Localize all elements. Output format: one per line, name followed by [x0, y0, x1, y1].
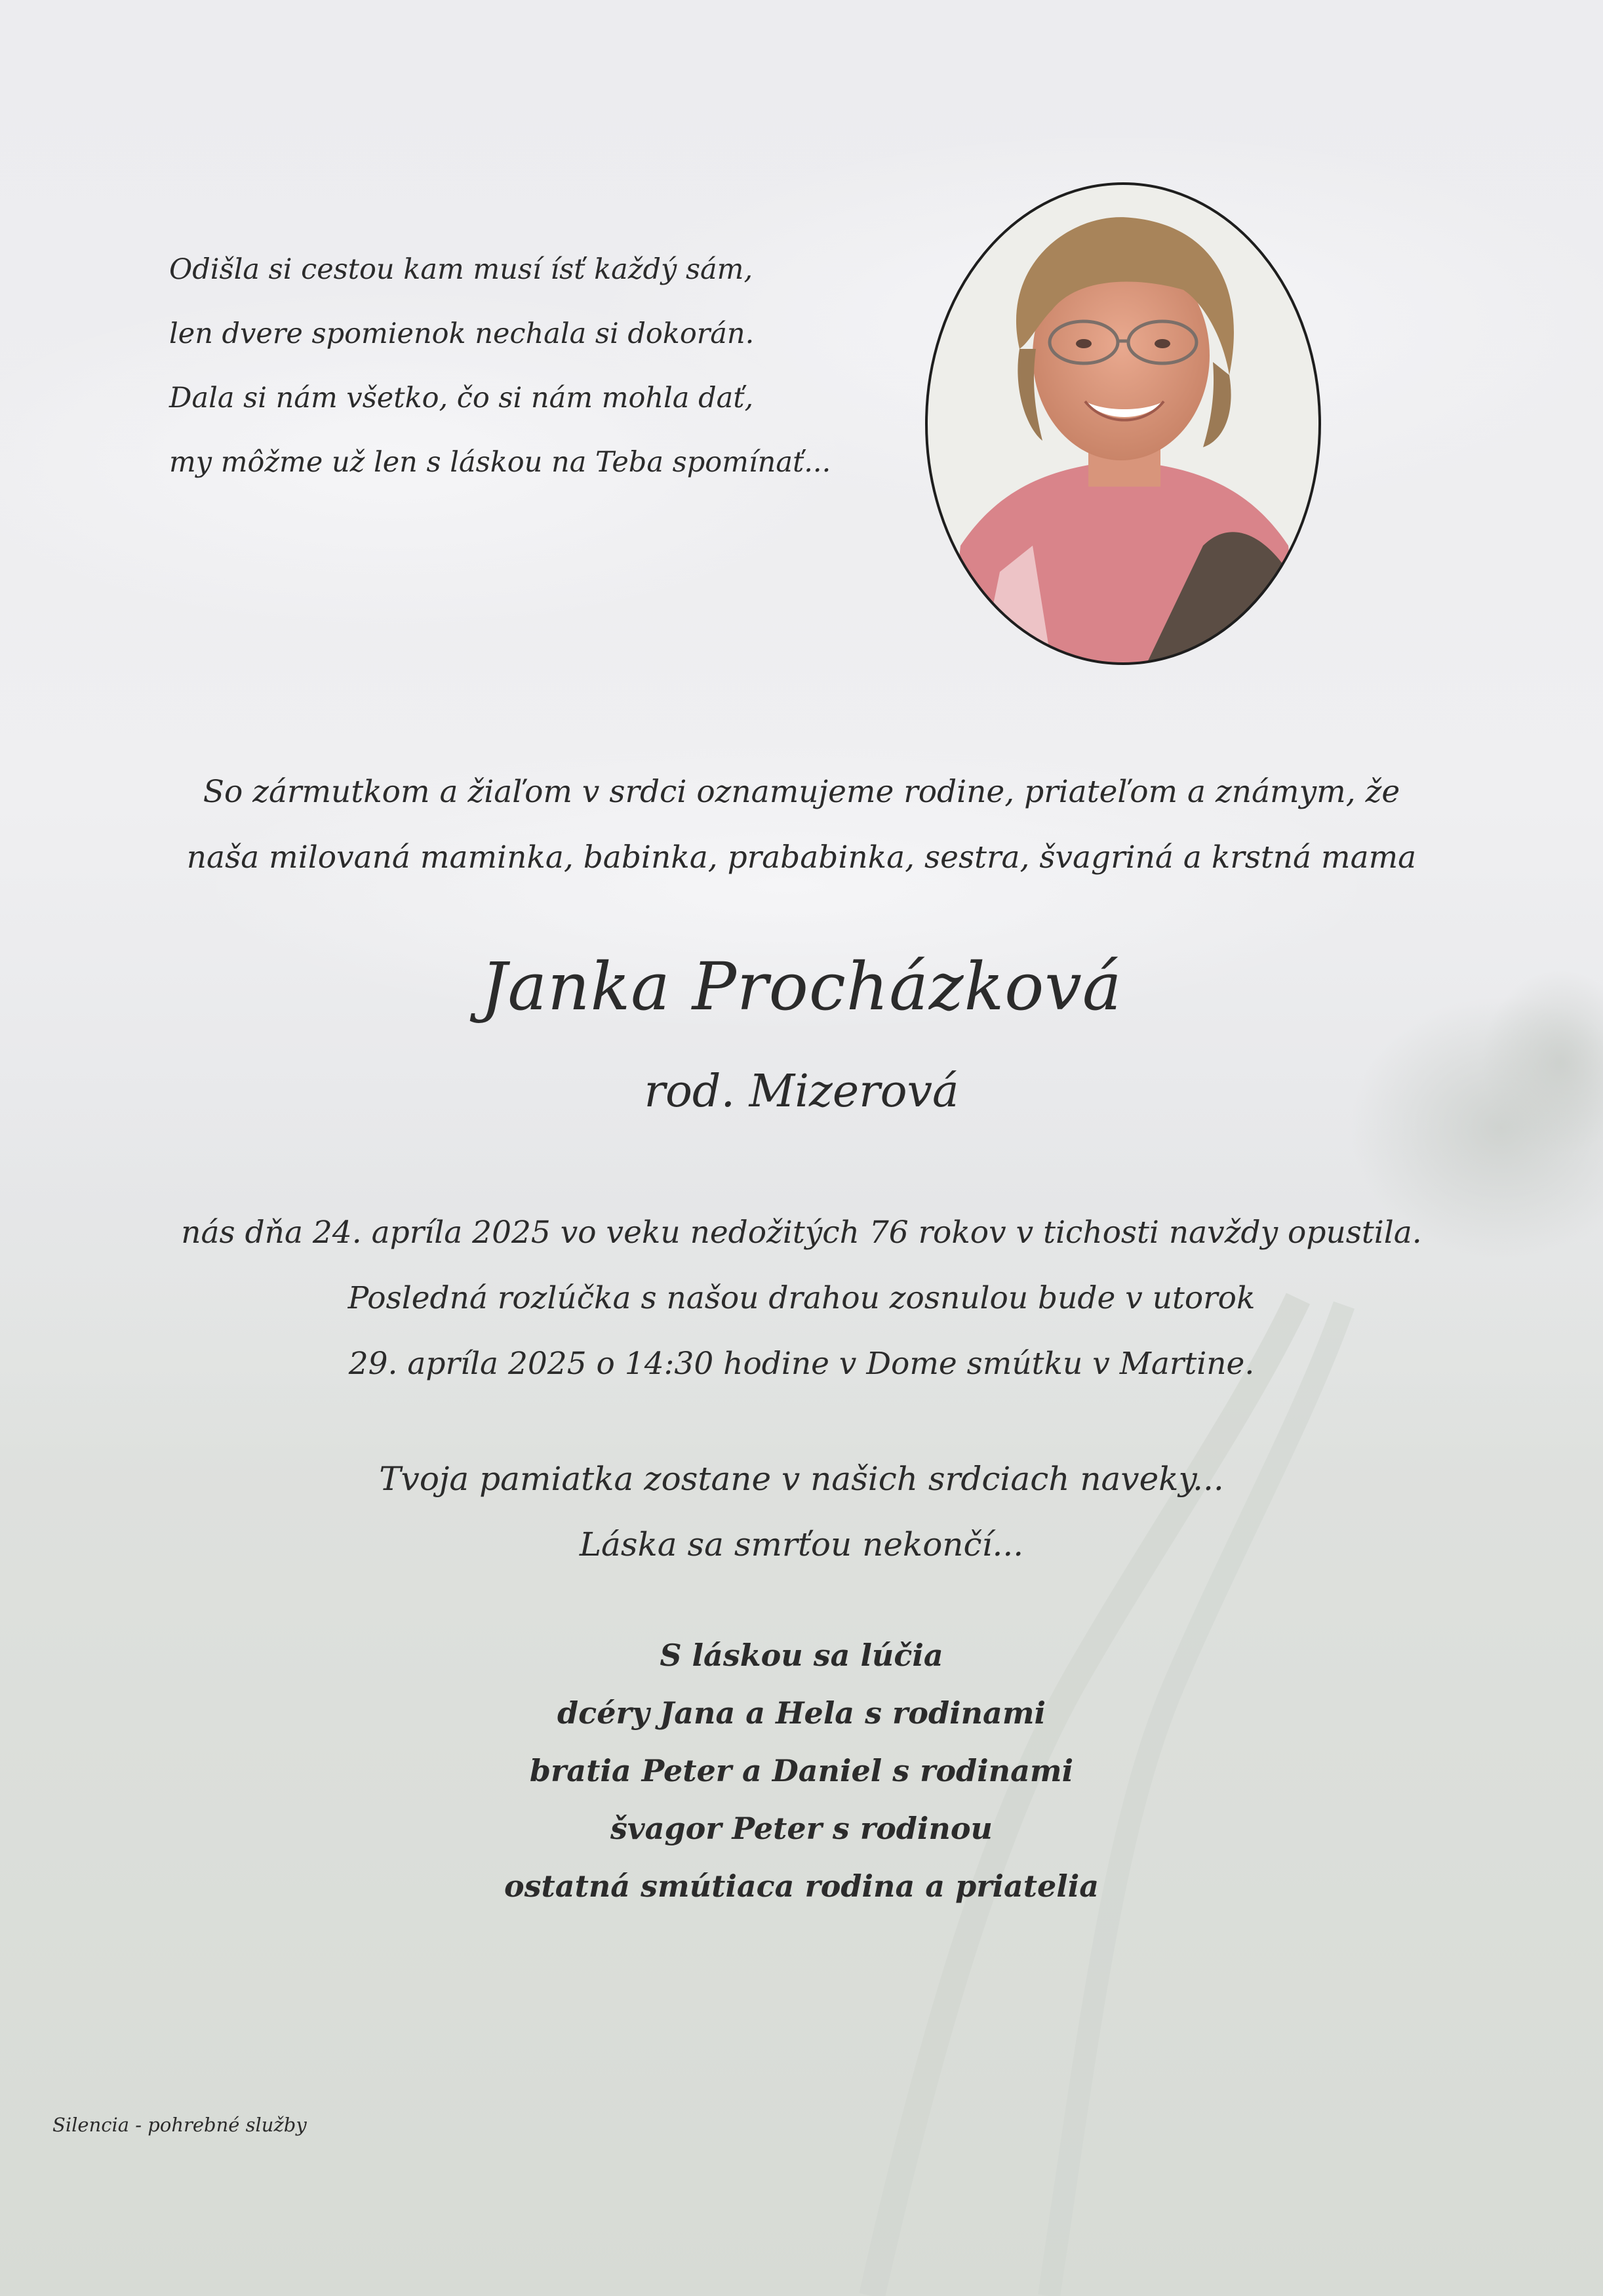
details-line: nás dňa 24. apríla 2025 vo veku nedožitých 76 rokov v tichosti navždy opustila. [181, 1215, 1422, 1251]
deceased-name: Janka Procházková [481, 948, 1122, 1025]
signoff-line: dcéry Jana a Hela s rodinami [557, 1695, 1046, 1731]
motto-line: Láska sa smrťou nekončí... [579, 1525, 1024, 1563]
portrait-photo [921, 178, 1325, 669]
details-line: Posledná rozlúčka s našou drahou zosnulou bude v utorok [347, 1280, 1256, 1316]
memorial-motto [0, 1446, 1603, 1577]
poem [169, 237, 831, 494]
announcement-intro [0, 759, 1603, 891]
motto-line: Tvoja pamiatka zostane v našich srdciach naveky... [379, 1460, 1224, 1498]
poem-line: len dvere spomienok nechala si dokorán. [169, 317, 755, 350]
signoff-line: švagor Peter s rodinou [610, 1811, 993, 1846]
poem-line: Dala si nám všetko, čo si nám mohla dať, [169, 382, 754, 414]
poem-line: my môžme už len s láskou na Teba spomínať... [169, 446, 831, 479]
signoff-line: ostatná smútiaca rodina a priatelia [504, 1868, 1099, 1904]
signoff-line: S láskou sa lúčia [660, 1638, 943, 1673]
intro-line: naša milovaná maminka, babinka, prababinka, sestra, švagriná a krstná mama [186, 839, 1417, 876]
funeral-details [0, 1200, 1603, 1397]
signoff-line: bratia Peter a Daniel s rodinami [529, 1753, 1074, 1788]
details-line: 29. apríla 2025 o 14:30 hodine v Dome smútku v Martine. [348, 1346, 1255, 1382]
family-signoff [0, 1626, 1603, 1915]
funeral-service-credit: Silencia - pohrebné služby [52, 2114, 307, 2136]
intro-line: So zármutkom a žiaľom v srdci oznamujeme rodine, priateľom a známym, že [203, 774, 1400, 810]
maiden-name: rod. Mizerová [644, 1066, 959, 1118]
poem-line: Odišla si cestou kam musí ísť každý sám, [169, 253, 753, 286]
